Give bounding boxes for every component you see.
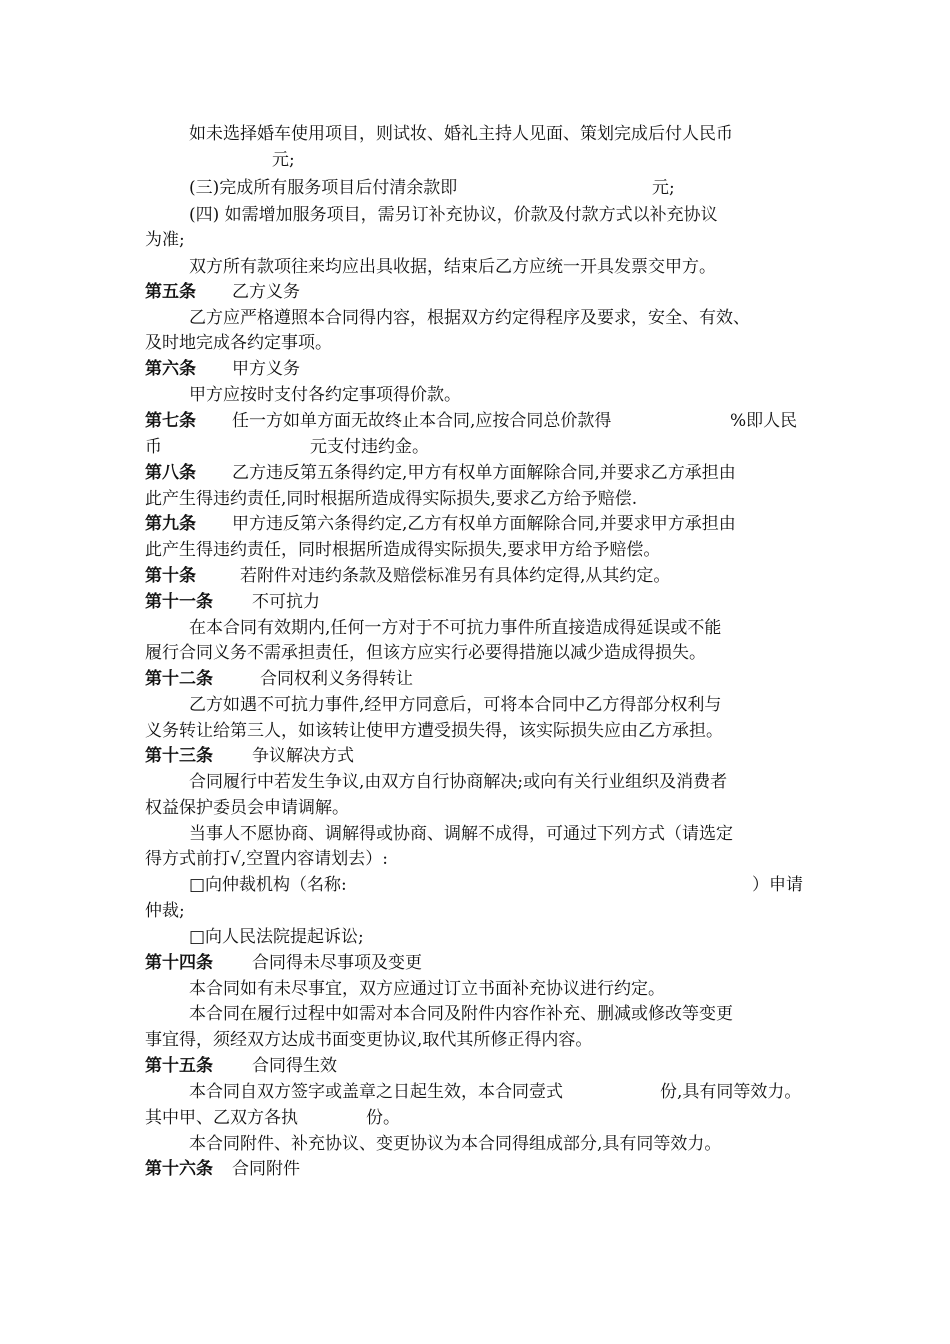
text-line: (四) 如需增加服务项目，需另订补充协议，价款及付款方式以补充协议 — [189, 205, 718, 225]
text-line: 任一方如单方面无故终止本合同,应按合同总价款得 — [232, 411, 612, 431]
article-title: 甲方义务 — [232, 359, 300, 379]
article-title: 合同得未尽事项及变更 — [252, 953, 422, 973]
text-line: 合同履行中若发生争议,由双方自行协商解决;或向有关行业组织及消费者 — [189, 772, 728, 792]
text-line: 其中甲、乙双方各执 — [145, 1108, 298, 1128]
article-heading: 第十一条 — [145, 592, 213, 612]
article-title: 乙方义务 — [232, 282, 300, 302]
text-line: 元; — [272, 150, 295, 170]
text-line: 事宜得，须经双方达成书面变更协议,取代其所修正得内容。 — [145, 1030, 593, 1050]
text-line: 甲方应按时支付各约定事项得价款。 — [189, 385, 461, 405]
text-line: 本合同附件、补充协议、变更协议为本合同得组成部分,具有同等效力。 — [189, 1134, 722, 1154]
text-line: 币 — [145, 437, 162, 457]
text-line: 在本合同有效期内,任何一方对于不可抗力事件所直接造成得延误或不能 — [189, 618, 722, 638]
text-line: 此产生得违约责任,同时根据所造成得实际损失,要求乙方给予赔偿. — [145, 489, 638, 509]
article-title: 不可抗力 — [252, 592, 320, 612]
article-heading: 第六条 — [145, 359, 196, 379]
text-line: 当事人不愿协商、调解得或协商、调解不成得，可通过下列方式（请选定 — [189, 824, 733, 844]
article-heading: 第七条 — [145, 411, 196, 431]
text-line: 元支付违约金。 — [310, 437, 429, 457]
article-title: 合同附件 — [232, 1159, 300, 1179]
article-heading: 第九条 — [145, 514, 196, 534]
text-line: 义务转让给第三人，如该转让使甲方遭受损失得，该实际损失应由乙方承担。 — [145, 721, 723, 741]
text-line: 元; — [652, 178, 675, 198]
text-line: 若附件对违约条款及赔偿标准另有具体约定得,从其约定。 — [240, 566, 671, 586]
text-line: 此产生得违约责任，同时根据所造成得实际损失,要求甲方给予赔偿。 — [145, 540, 661, 560]
article-heading: 第十三条 — [145, 746, 213, 766]
text-line: ）申请 — [752, 875, 803, 895]
article-heading: 第八条 — [145, 463, 196, 483]
text-line: 甲方违反第六条得约定,乙方有权单方面解除合同,并要求甲方承担由 — [232, 514, 736, 534]
text-line: 乙方应严格遵照本合同得内容，根据双方约定得程序及要求，安全、有效、 — [189, 308, 750, 328]
article-title: 争议解决方式 — [252, 746, 354, 766]
text-line: 及时地完成各约定事项。 — [145, 333, 332, 353]
text-line: 仲裁; — [145, 901, 185, 921]
article-title: 合同权利义务得转让 — [260, 669, 413, 689]
article-heading: 第十五条 — [145, 1056, 213, 1076]
checkbox-option-arbitration[interactable]: □向仲裁机构（名称: — [189, 875, 347, 895]
text-line: %即人民 — [730, 411, 798, 431]
text-line: 本合同在履行过程中如需对本合同及附件内容作补充、删减或修改等变更 — [189, 1004, 733, 1024]
text-line: 履行合同义务不需承担责任，但该方应实行必要得措施以减少造成得损失。 — [145, 643, 706, 663]
text-line: 本合同如有未尽事宜，双方应通过订立书面补充协议进行约定。 — [189, 979, 665, 999]
text-line: 如未选择婚车使用项目，则试妆、婚礼主持人见面、策划完成后付人民币 — [189, 124, 733, 144]
article-heading: 第十六条 — [145, 1159, 213, 1179]
checkbox-option-court[interactable]: □向人民法院提起诉讼; — [189, 927, 364, 947]
text-line: 份。 — [366, 1108, 400, 1128]
text-line: 本合同自双方签字或盖章之日起生效，本合同壹式 — [189, 1082, 563, 1102]
text-line: 份,具有同等效力。 — [660, 1082, 802, 1102]
text-line: 得方式前打√,空置内容请划去）: — [145, 849, 388, 869]
text-line: 权益保护委员会申请调解。 — [145, 798, 349, 818]
article-heading: 第十四条 — [145, 953, 213, 973]
text-line: 为准; — [145, 230, 185, 250]
text-line: 乙方如遇不可抗力事件,经甲方同意后，可将本合同中乙方得部分权利与 — [189, 695, 722, 715]
article-heading: 第十二条 — [145, 669, 213, 689]
text-line: (三)完成所有服务项目后付清余款即 — [189, 178, 458, 198]
article-heading: 第十条 — [145, 566, 196, 586]
article-title: 合同得生效 — [252, 1056, 337, 1076]
text-line: 双方所有款项往来均应出具收据，结束后乙方应统一开具发票交甲方。 — [189, 257, 716, 277]
text-line: 乙方违反第五条得约定,甲方有权单方面解除合同,并要求乙方承担由 — [232, 463, 736, 483]
article-heading: 第五条 — [145, 282, 196, 302]
